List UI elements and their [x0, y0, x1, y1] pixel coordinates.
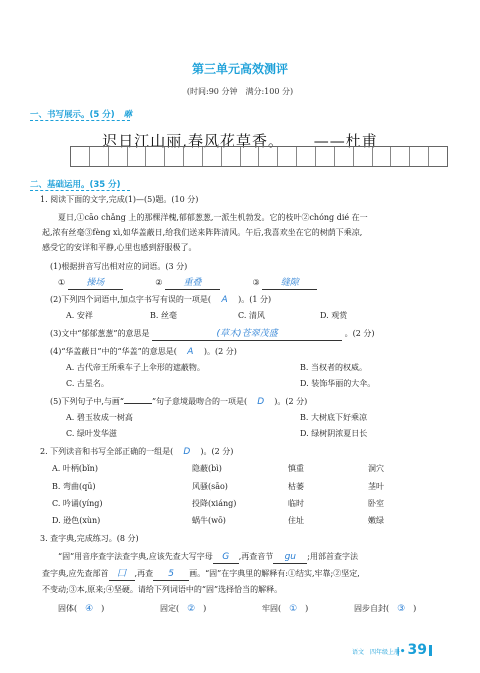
doodle-mark: 咻	[123, 110, 133, 120]
q1-sub2-answer[interactable]: A	[221, 295, 228, 305]
q2-stem-points: )。(2 分)	[200, 447, 234, 456]
q2-row-d-2: 蜗牛(wō)	[192, 516, 226, 525]
q3-line-3: 不变动;③本,原来;④坚硬。请给下列词语中的“固”选择恰当的解释。	[42, 585, 283, 594]
q1-sub5-points: )。(2 分)	[274, 397, 308, 406]
q3-word2-close: )	[203, 604, 207, 613]
q2-row-a-2: 隐蔽(bì)	[192, 464, 222, 473]
poem-text: 迟日江山丽,春风花草香。	[102, 132, 284, 150]
q2-answer[interactable]: D	[183, 447, 191, 457]
q3-line-1	[58, 551, 358, 564]
q1-sub2-points: )。(1 分)	[238, 295, 272, 304]
q1-sub5-opt-a: A. 碧玉妆成一树高	[66, 413, 133, 422]
q3-line2-b: ,再查	[134, 569, 154, 578]
q2-row-b-1: B. 弯曲(qū)	[52, 482, 96, 491]
q3-line1-b: ,再查音节	[238, 552, 274, 561]
q3-word4-answer[interactable]: ③	[397, 604, 406, 614]
q1-sub1: (1)根据拼音写出相对应的词语。(3 分)	[50, 262, 188, 271]
q1-sub2-opt-a: A. 安祥	[66, 311, 93, 320]
q1-sub3-text: (3)文中“郁郁葱葱”的意思是	[50, 329, 150, 338]
q2-row-d-4: 嫩绿	[368, 516, 384, 525]
q1-sub2	[50, 294, 271, 306]
q2-row-a-4: 洞穴	[368, 464, 384, 473]
q1-sub3-points: 。(2 分)	[344, 329, 375, 338]
section1-divider	[30, 120, 130, 121]
q1-sub3	[50, 328, 374, 341]
page-number	[396, 642, 432, 658]
q1-passage-line-1: 夏日,①cāo chǎng 上的那棵洋槐,郁郁葱葱,一派生机勃发。它的枝叶②chóng dié 在一	[58, 213, 368, 222]
q2-row-c-1: C. 吟诵(yíng)	[52, 499, 103, 508]
q1-passage-line-3: 感受它的安详和平静,心里也感到舒服极了。	[42, 243, 197, 252]
q1-sub4-opt-b: B. 当权者的权威。	[300, 363, 367, 372]
q1-sub2-opt-b: B. 丝毫	[150, 311, 177, 320]
ans1-word3[interactable]: 缝隙	[262, 278, 317, 290]
q3-line1-c: ;用部首查字法	[307, 552, 358, 561]
q1-sub4-opt-d: D. 装饰华丽的大伞。	[300, 379, 376, 388]
q1-sub5-opt-c: C. 绿叶发华滋	[66, 429, 117, 438]
q3-word3-answer[interactable]: ①	[289, 604, 298, 614]
q2-row-c-3: 临时	[288, 499, 304, 508]
q2-row-b-2: 风骚(sāo)	[192, 482, 228, 491]
ans1-num1: ①	[58, 278, 66, 287]
q2-row-b-3: 枯萎	[288, 482, 304, 491]
q2-row-c-4: 卧室	[368, 499, 384, 508]
q3-line1-a: “固”用音序查字法查字典,应该先查大写字母	[58, 552, 213, 561]
q1-sub5-opt-d: D. 绿树阴浓夏日长	[300, 429, 368, 438]
q3-line2-a: 查字典,应先查部首	[42, 569, 109, 578]
q3-word2-text: 固定(	[160, 604, 180, 613]
q1-sub2-opt-c: C. 清风	[238, 311, 265, 320]
poem-author: ——杜甫	[313, 132, 378, 150]
q1-sub4-opt-c: C. 古星名。	[66, 379, 109, 388]
q1-sub5	[50, 396, 307, 408]
q2-row-c-2: 投降(xiáng)	[192, 499, 237, 508]
q1-sub3-answer[interactable]: (草木)苍翠茂盛	[152, 329, 342, 341]
q1-sub4-text: (4)“华盖蔽日”中的“华盖”的意思是(	[50, 347, 177, 356]
ans1-num3: ③	[252, 278, 260, 287]
q3-line2-c: 画。“固”在字典里的解释有:①结实,牢靠;②坚定,	[189, 569, 360, 578]
page-subtitle: (时间:90 分钟 满分:100 分)	[186, 87, 294, 96]
q2-row-d-1: D. 逊色(xùn)	[52, 516, 101, 525]
page-title: 第三单元高效测评	[191, 62, 288, 76]
q2-row-b-4: 茎叶	[368, 482, 384, 491]
page-number-bar-icon: |•	[396, 647, 406, 657]
page-number-text: 39	[407, 642, 427, 658]
q1-sub4-answer[interactable]: A	[187, 347, 194, 357]
q1-sub4-points: )。(2 分)	[203, 347, 237, 356]
q3-word-3	[262, 603, 308, 615]
q3-stem: 3. 查字典,完成练习。(8 分)	[40, 534, 139, 543]
q3-syllable-answer[interactable]: gu	[273, 552, 307, 564]
q1-sub5-text-a: (5)下列句子中,与画“	[50, 397, 124, 406]
q3-word2-answer[interactable]: ②	[187, 604, 196, 614]
q3-word3-text: 牢固(	[262, 604, 282, 613]
q3-word-1	[58, 603, 104, 615]
q1-sub4-opt-a: A. 古代帝王所乘车子上伞形的遮蔽物。	[66, 363, 205, 372]
q2-row-d-3: 住址	[288, 516, 304, 525]
q1-passage-line-2: 起,浓有丝毫③fèng xì,如华盖蔽日,给我们送来阵阵清风。午后,我喜欢坐在它的树荫下乘凉,	[42, 228, 363, 237]
q3-radical-answer[interactable]: 囗	[109, 569, 135, 581]
q3-word1-answer[interactable]: ④	[85, 604, 94, 614]
q1-sub4	[50, 346, 237, 358]
q3-word1-text: 固体(	[58, 604, 78, 613]
q2-stem	[40, 446, 233, 458]
section1-heading-text: 一、书写展示。(5 分)	[30, 110, 115, 120]
q1-sub5-text-mid: ”句子意境最吻合的一项是(	[151, 397, 248, 406]
q1-sub2-opt-d: D. 观赏	[320, 311, 348, 320]
writing-grid[interactable]	[70, 146, 448, 167]
q1-sub2-text: (2)下列四个词语中,加点字书写有误的一项是(	[50, 295, 211, 304]
q1-stem: 1. 阅读下面的文字,完成(1)—(5)题。(10 分)	[40, 195, 199, 204]
section1-heading	[30, 108, 132, 120]
ans1-word1[interactable]: 操场	[68, 278, 123, 290]
q3-word-4	[354, 603, 416, 615]
q1-sub5-blank-line	[124, 403, 152, 404]
section2-heading: 二、基础运用。(35 分)	[30, 180, 121, 190]
q3-word4-close: )	[413, 604, 417, 613]
q3-word4-text: 固步自封(	[354, 604, 390, 613]
ans1-num2: ②	[155, 278, 163, 287]
q3-word-2	[160, 603, 206, 615]
q3-strokes-answer[interactable]: 5	[153, 569, 189, 581]
q3-line-2	[42, 568, 360, 581]
q3-letter-answer[interactable]: G	[213, 552, 239, 564]
ans1-word2[interactable]: 重叠	[165, 278, 220, 290]
page-edge-mark	[429, 645, 432, 656]
q2-stem-text: 2. 下列读音和书写全部正确的一组是(	[40, 447, 174, 456]
q3-word3-close: )	[305, 604, 309, 613]
q1-sub5-answer[interactable]: D	[257, 397, 265, 407]
q3-word1-close: )	[101, 604, 105, 613]
q1-sub5-opt-b: B. 大树底下好乘凉	[300, 413, 367, 422]
q1-sub1-answers	[58, 277, 317, 290]
q2-row-a-3: 慎重	[288, 464, 304, 473]
section2-divider	[30, 190, 130, 191]
q2-row-a-1: A. 叶柄(bǐn)	[52, 464, 98, 473]
footer-book-label: 语文 四年级上册	[351, 649, 400, 656]
